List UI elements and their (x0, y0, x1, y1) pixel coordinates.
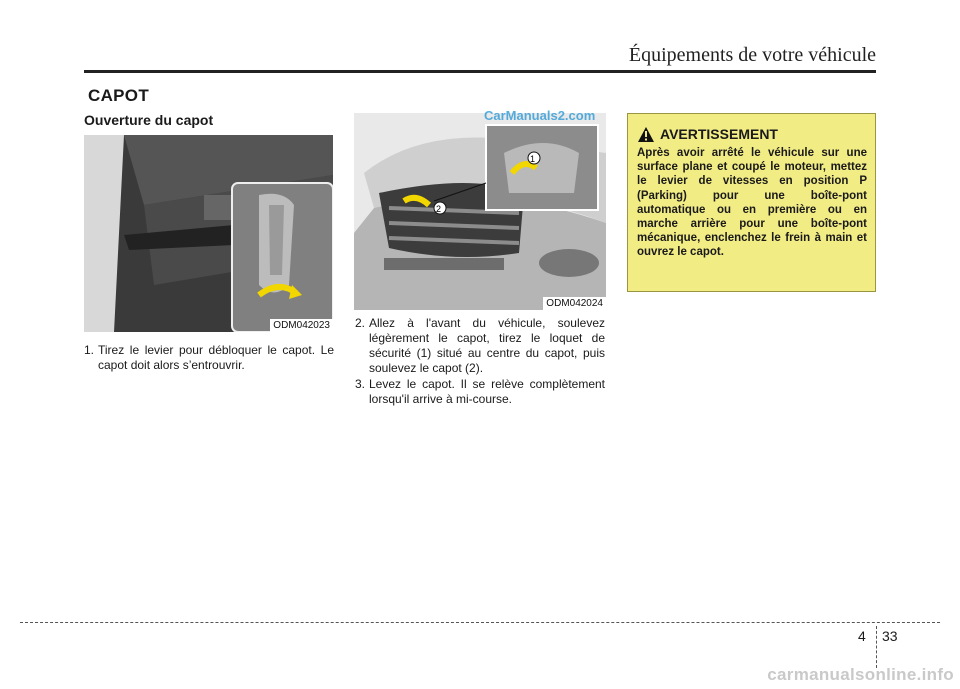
warning-header (638, 126, 778, 142)
chapter-number: 4 (858, 628, 866, 644)
watermark: CarManuals2.com (484, 108, 596, 123)
warning-body: Après avoir arrêté le véhicule sur une surface plane et coupé le moteur, mettez le levier de vitesses en position P (Parking) pour une boîte-pont automatique ou en première ou en marche arrière pour une boîte-pont mécanique, enclenchez le frein à main et ouvrez le capot. (637, 147, 867, 259)
hood-lever-illustration (84, 135, 333, 332)
figure-hood-lever (84, 135, 333, 332)
step-3 (355, 377, 605, 407)
section-title: CAPOT (88, 86, 149, 105)
warning-triangle-icon (638, 127, 654, 142)
step-number: 2. (355, 316, 366, 330)
page-divider (876, 626, 877, 668)
warning-box (627, 113, 876, 292)
figure-code: ODM042023 (270, 319, 333, 332)
vehicle-front-illustration (354, 113, 606, 310)
step-text: Tirez le levier pour débloquer le capot. Le capot doit alors s’entrouvrir. (98, 343, 334, 372)
header-rule (84, 70, 876, 73)
step-text: Allez à l'avant du véhicule, soulevez légèrement le capot, tirez le loquet de sécurité (1) situé au centre du capot, puis soulevez le capot (2). (369, 316, 605, 375)
page-number: 33 (882, 628, 898, 644)
site-watermark: carmanualsonline.info (767, 665, 954, 684)
callout-1: 1 (530, 154, 536, 164)
callout-2: 2 (436, 204, 442, 214)
header-title: Équipements de votre véhicule (628, 44, 876, 66)
step-1 (84, 343, 334, 373)
step-2 (355, 316, 605, 376)
figure-code: ODM042024 (543, 297, 606, 310)
section-subtitle: Ouverture du capot (84, 112, 214, 128)
step-text: Levez le capot. Il se relève complètement lorsqu'il arrive à mi-course. (369, 377, 605, 406)
warning-title: AVERTISSEMENT (660, 126, 778, 142)
footer-rule (20, 622, 940, 623)
step-number: 1. (84, 343, 95, 357)
step-number: 3. (355, 377, 366, 391)
figure-vehicle-front (354, 113, 606, 310)
